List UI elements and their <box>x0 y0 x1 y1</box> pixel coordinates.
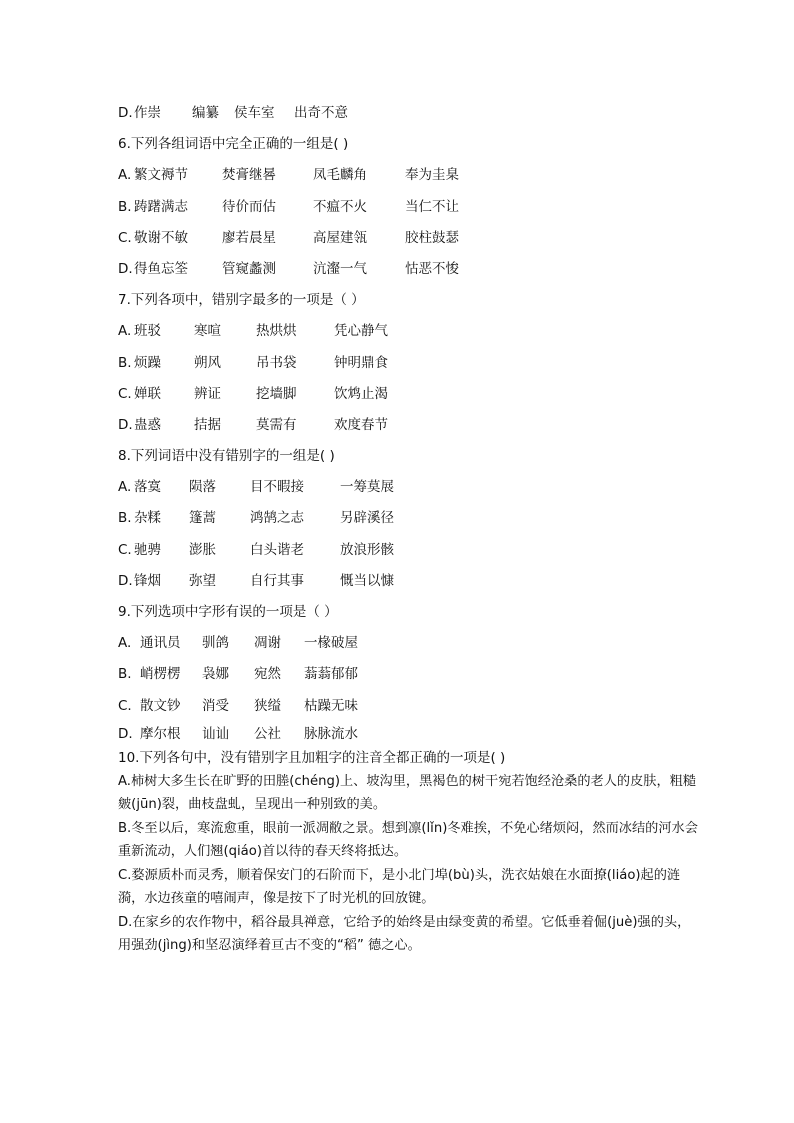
q6-option-c <box>118 223 718 254</box>
q7-option-a <box>118 316 718 347</box>
option-word: 一椽破屋 <box>304 635 358 652</box>
q9-option-d <box>118 722 718 746</box>
option-word: 拮据 <box>194 416 221 433</box>
q8-option-d <box>118 566 718 597</box>
q8-option-c <box>118 535 718 566</box>
q7-option-d <box>118 410 718 441</box>
option-letter: B. <box>118 354 132 371</box>
q7-option-b <box>118 348 718 379</box>
option-word: 峭楞楞 <box>140 666 181 683</box>
option-word: 自行其事 <box>250 572 304 589</box>
option-letter: B. <box>118 198 132 215</box>
option-word: 凤毛麟角 <box>313 167 367 184</box>
option-word: 摩尔根 <box>140 725 181 742</box>
option-letter: C. <box>118 541 132 558</box>
option-word: 驰骋 <box>134 541 161 558</box>
option-letter: D. <box>118 105 133 121</box>
option-word: 辨证 <box>194 385 221 402</box>
q6-stem: 6.下列各组词语中完全正确的一组是( ) <box>118 136 349 153</box>
option-letter: B. <box>118 666 132 683</box>
option-word: 锋烟 <box>134 572 161 589</box>
q9-stem: 9.下列选项中字形有误的一项是（ ） <box>118 604 338 620</box>
q10-block <box>118 746 718 958</box>
option-word: 通讯员 <box>140 635 181 652</box>
option-letter: A. <box>118 479 132 496</box>
option-letter: C. <box>118 697 132 714</box>
q6-option-a <box>118 160 718 191</box>
option-word: 公社 <box>254 725 281 742</box>
option-word: 慨当以慷 <box>340 572 394 589</box>
option-word: 待价而估 <box>222 198 276 215</box>
option-letter: B. <box>118 510 132 527</box>
option-word: 欢度春节 <box>334 416 388 433</box>
option-letter: D. <box>118 725 133 742</box>
q5-option-d <box>118 98 718 129</box>
option-word: 出奇不意 <box>294 105 348 121</box>
option-word: 散文钞 <box>140 697 181 714</box>
option-word: 焚膏继晷 <box>222 167 276 184</box>
option-word: 白头谐老 <box>250 541 304 558</box>
option-word: 凋谢 <box>254 635 281 652</box>
q9-option-a <box>118 628 718 659</box>
option-word: 一筹莫展 <box>340 479 394 496</box>
option-word: 袅娜 <box>202 666 229 683</box>
option-word: 当仁不让 <box>405 198 459 215</box>
option-word: 怙恶不悛 <box>405 260 459 277</box>
option-word: 枯躁无味 <box>304 697 358 714</box>
q6-option-b <box>118 192 718 223</box>
option-word: 宛然 <box>254 666 281 683</box>
option-word: 驯鸽 <box>202 635 229 652</box>
option-word: 陨落 <box>189 479 216 496</box>
option-word: 澎胀 <box>189 541 216 558</box>
q6-option-d <box>118 254 718 285</box>
option-letter: A. <box>118 635 132 652</box>
q8-stem: 8.下列词语中没有错别字的一组是( ) <box>118 448 335 465</box>
option-word: 脉脉流水 <box>304 725 358 742</box>
option-word: 落寞 <box>134 479 161 496</box>
q10-option-b: B.冬至以后，寒流愈重，眼前一派凋敝之景。想到凛(lǐn)冬难挨，不免心绪烦闷，然而冰结的河水会重新流动，人们翘(qiáo)首以待的春天终将抵达。 <box>118 820 698 860</box>
option-word: 饮鸩止渴 <box>334 385 388 402</box>
option-word: 消受 <box>202 697 229 714</box>
option-word: 胶柱鼓瑟 <box>405 229 459 246</box>
q9-option-c <box>118 691 718 722</box>
option-word: 得鱼忘筌 <box>134 260 188 277</box>
option-word: 管窥蠡测 <box>222 260 276 277</box>
option-word: 寒喧 <box>194 323 221 340</box>
option-word: 钟明鼎食 <box>334 354 388 371</box>
option-word: 狭缢 <box>254 697 281 714</box>
q10-option-d: D.在家乡的农作物中，稻谷最具禅意，它给予的始终是由绿变黄的希望。它低垂着倔(juè)强的头，用强劲(jìng)和坚忍演绎着亘古不变的“稻” 德之心。 <box>118 914 691 954</box>
q7-stem: 7.下列各项中，错别字最多的一项是（ ） <box>118 292 365 309</box>
option-word: 热烘烘 <box>256 323 297 340</box>
option-word: 踌躇满志 <box>134 198 188 215</box>
option-word: 讪讪 <box>202 725 229 742</box>
option-letter: D. <box>118 416 133 433</box>
option-word: 另辟溪径 <box>340 510 394 527</box>
q10-stem: 10.下列各句中，没有错别字且加粗字的注音全都正确的一项是( ) <box>118 749 506 766</box>
option-word: 篷蒿 <box>189 510 216 527</box>
option-word: 婵联 <box>134 385 161 402</box>
option-letter: D. <box>118 260 133 277</box>
q10-option-a: A.柿树大多生长在旷野的田塍(chéng)上、坡沟里，黑褐色的树干宛若饱经沧桑的老人的皮肤，粗糙皴(jūn)裂，曲枝盘虬，呈现出一种别致的美。 <box>118 773 697 813</box>
option-word: 廖若晨星 <box>222 229 276 246</box>
option-word: 挖墙脚 <box>256 385 297 402</box>
q8-option-a <box>118 472 718 503</box>
q7-option-c <box>118 379 718 410</box>
option-word: 高屋建瓴 <box>313 229 367 246</box>
option-word: 凭心静气 <box>334 323 388 340</box>
option-letter: C. <box>118 385 132 402</box>
option-word: 放浪形骸 <box>340 541 394 558</box>
option-word: 杂糅 <box>134 510 161 527</box>
option-word: 编纂 <box>192 105 219 121</box>
option-word: 吊书袋 <box>256 354 297 371</box>
option-word: 烦躁 <box>134 354 161 371</box>
q10-option-c: C.婺源质朴而灵秀，顺着保安门的石阶而下，是小北门埠(bù)头，洗衣姑娘在水面撩(liáo)起的涟漪，水边孩童的嘻闹声，像是按下了时光机的回放键。 <box>118 867 681 907</box>
option-word: 沆瀣一气 <box>313 260 367 277</box>
option-word: 朔风 <box>194 354 221 371</box>
option-word: 班驳 <box>134 323 161 340</box>
option-word: 敬谢不敏 <box>134 229 188 246</box>
option-word: 繁文褥节 <box>134 167 188 184</box>
option-word: 作崇 <box>134 105 161 121</box>
option-word: 侯车室 <box>234 105 275 121</box>
option-word: 蛊惑 <box>134 416 161 433</box>
q9-option-b <box>118 659 718 690</box>
option-word: 鸿鹄之志 <box>250 510 304 527</box>
q8-option-b <box>118 503 718 534</box>
exam-page <box>118 98 718 958</box>
option-letter: A. <box>118 167 132 184</box>
option-word: 不瘟不火 <box>313 198 367 215</box>
option-word: 莫需有 <box>256 416 297 433</box>
option-word: 奉为圭臬 <box>405 167 459 184</box>
option-word: 目不暇接 <box>250 479 304 496</box>
option-word: 弥望 <box>189 572 216 589</box>
option-letter: A. <box>118 323 132 340</box>
option-letter: C. <box>118 229 132 246</box>
option-letter: D. <box>118 572 133 589</box>
option-word: 蓊蓊郁郁 <box>304 666 358 683</box>
